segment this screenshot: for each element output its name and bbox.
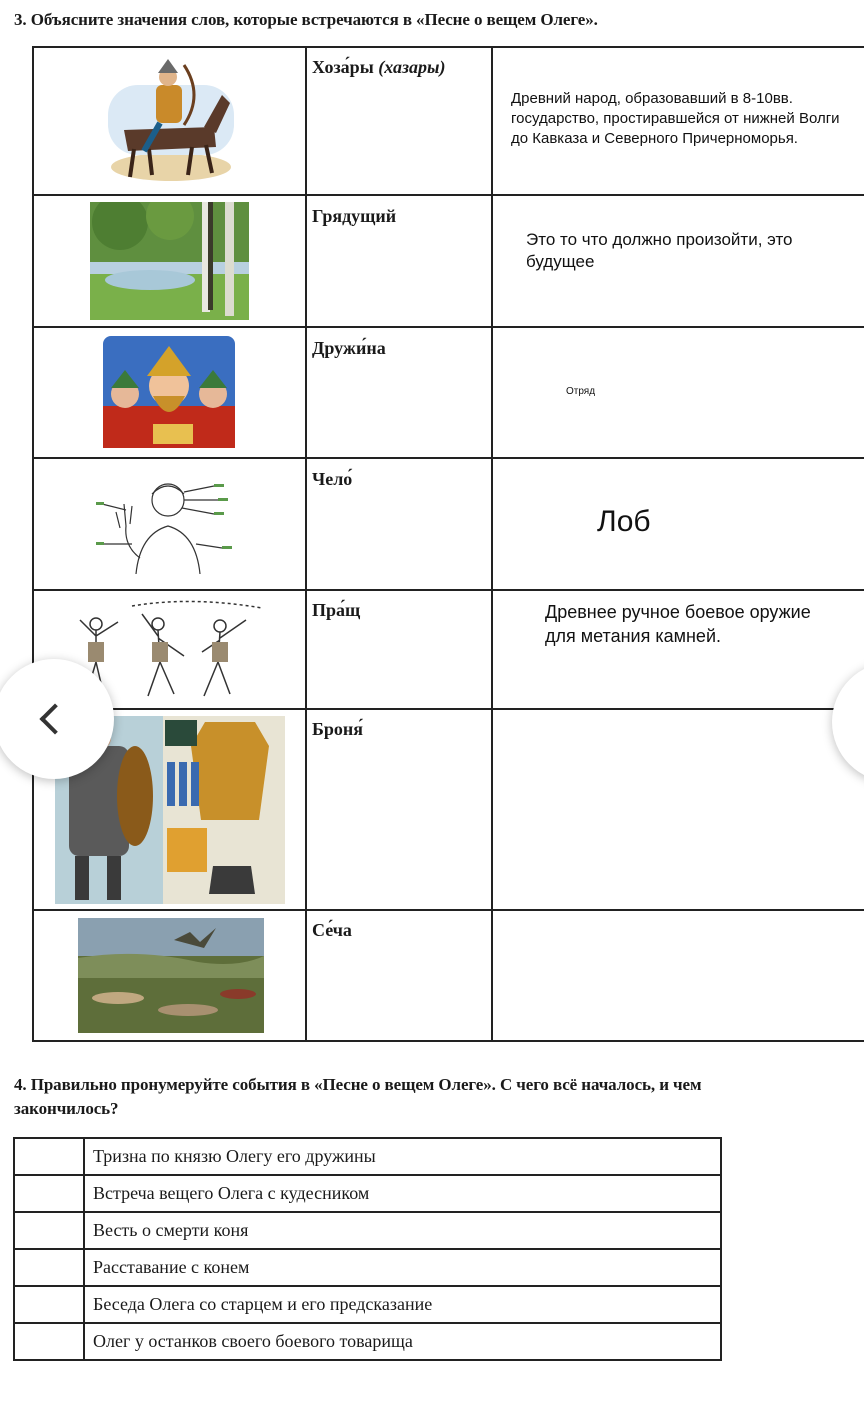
table-row: [14, 1212, 721, 1249]
event-number-cell[interactable]: [14, 1212, 84, 1249]
word-bronya: Броня́: [312, 719, 364, 739]
birch-forest-icon: [90, 202, 249, 320]
answer-druzhina[interactable]: Отряд: [566, 386, 596, 397]
word-chelo: Чело́: [312, 469, 353, 489]
table-row: [14, 1286, 721, 1323]
event-text: Расставание с конем: [84, 1249, 721, 1286]
answer-prashch[interactable]: Древнее ручное боевое оружие для метания камней.: [545, 602, 811, 646]
events-order-table: [13, 1137, 722, 1361]
question-3-heading: 3. Объясните значения слов, которые встречаются в «Песне о вещем Олеге».: [14, 10, 598, 29]
chevron-left-icon: [39, 703, 70, 734]
event-text: Олег у останков своего боевого товарища: [84, 1323, 721, 1360]
word-gryadushchiy: Грядущий: [312, 206, 397, 226]
warriors-icon: [103, 336, 235, 448]
question-4-heading: 4. Правильно пронумеруйте события в «Песне о вещем Олеге». С чего всё началось, и чем: [14, 1075, 702, 1094]
question-4-heading-cont: закончилось?: [14, 1099, 119, 1118]
event-text: Встреча вещего Олега с кудесником: [84, 1175, 721, 1212]
event-number-cell[interactable]: [14, 1249, 84, 1286]
event-number-cell[interactable]: [14, 1175, 84, 1212]
next-image-button[interactable]: [832, 662, 864, 782]
word-druzhina: Дружи́на: [312, 338, 386, 358]
word-prashch: Пра́щ: [312, 600, 361, 620]
chevron-right-icon: [855, 706, 864, 737]
answer-chelo[interactable]: Лоб: [597, 505, 651, 538]
word-khazars-alt: (хазары): [378, 57, 446, 77]
table-row: [14, 1138, 721, 1175]
battlefield-icon: [78, 918, 264, 1033]
word-khazars: Хоза́ры (хазары): [312, 57, 446, 77]
answer-khazars[interactable]: Древний народ, образовавший в 8-10вв. государство, простиравшейся от нижней Волги до Кавказа и Северного Причерноморья.: [511, 90, 840, 147]
word-secha: Се́ча: [312, 920, 352, 940]
event-number-cell[interactable]: [14, 1138, 84, 1175]
horseman-archer-icon: [104, 55, 238, 187]
event-text: Весть о смерти коня: [84, 1212, 721, 1249]
table-row: [14, 1175, 721, 1212]
event-text: Беседа Олега со старцем и его предсказание: [84, 1286, 721, 1323]
human-figure-diagram-icon: [96, 474, 232, 582]
table-row: [14, 1249, 721, 1286]
answer-gryadushchiy[interactable]: Это то что должно произойти, это будущее: [526, 230, 793, 271]
table-row: [14, 1323, 721, 1360]
event-number-cell[interactable]: [14, 1323, 84, 1360]
event-text: Тризна по князю Олегу его дружины: [84, 1138, 721, 1175]
event-number-cell[interactable]: [14, 1286, 84, 1323]
